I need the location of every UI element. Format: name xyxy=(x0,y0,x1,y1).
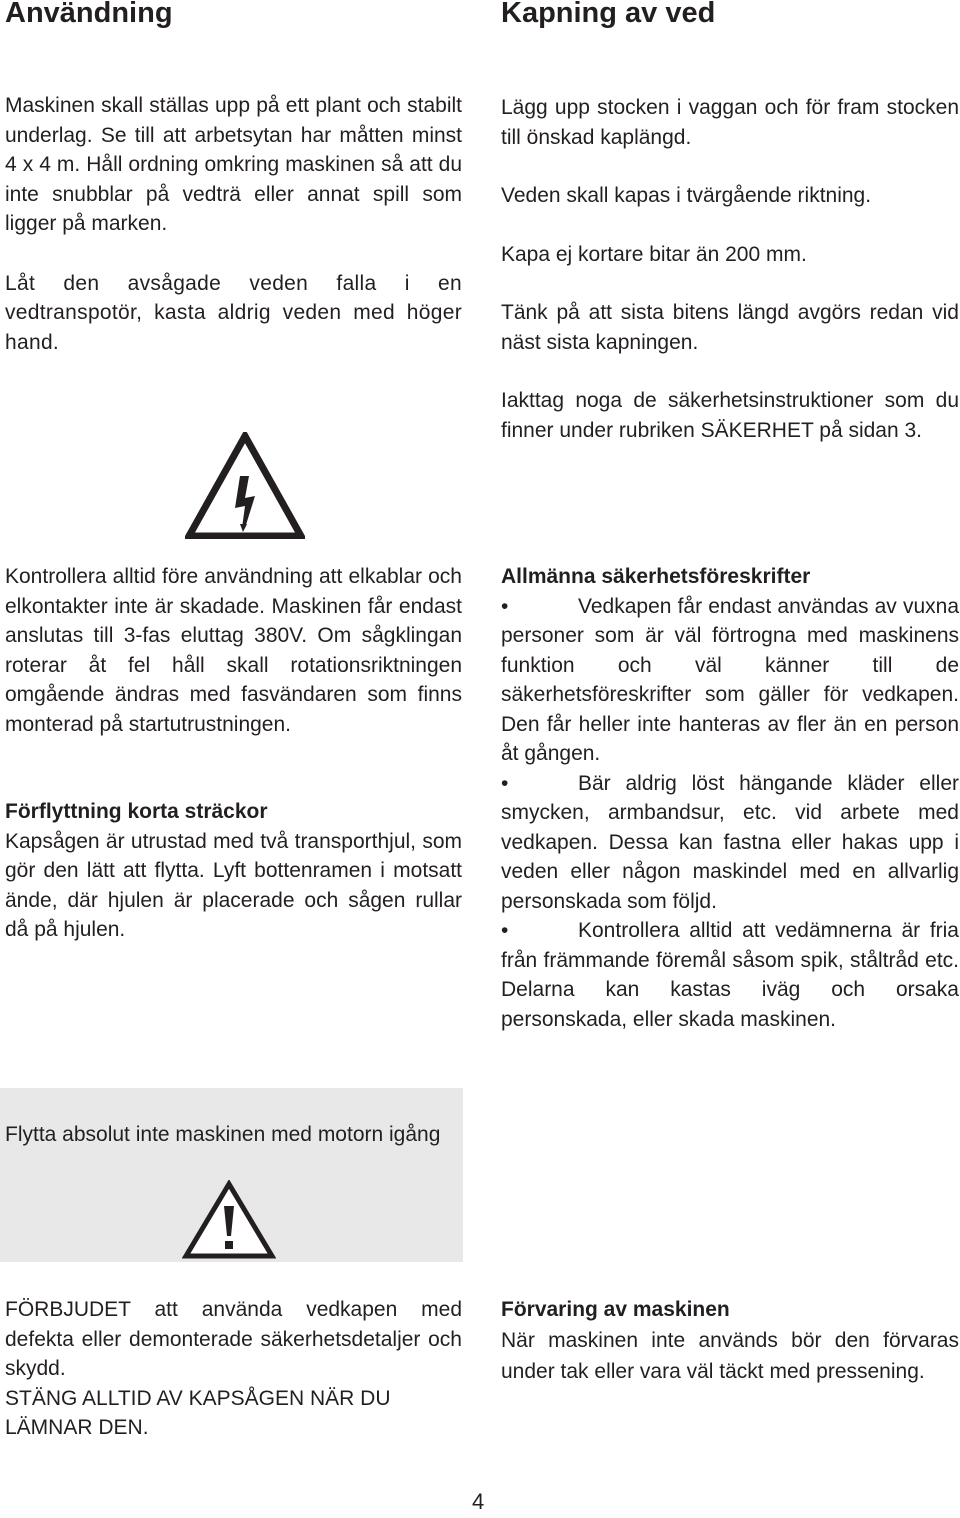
left-column-bottom xyxy=(5,1295,462,1443)
storage-heading: Förvaring av maskinen xyxy=(501,1298,730,1321)
electric-paragraph: Kontrollera alltid före användning att elkablar och elkontakter inte är skadade. Maskinen får endast anslutas till 3-fas eluttag 380V. Om sågklingan roterar åt fel håll skall rotationsriktningen omgående ändras med fasvändaren som finns monterad på startutrustningen. xyxy=(5,565,462,736)
intro-paragraph: Maskinen skall ställas upp på ett plant och stabilt underlag. Se till att arbetsytan har måtten minst 4 x 4 m. Håll ordning omkring maskinen så att du inte snubblar på vedträ eller annat spill som ligger på marken. xyxy=(5,94,462,235)
warning-icon xyxy=(182,1180,276,1260)
safety-heading: Allmänna säkerhetsföreskrifter xyxy=(501,565,811,588)
right-column-bottom xyxy=(501,1295,959,1387)
right-paragraph-4: Tänk på att sista bitens längd avgörs redan vid näst sista kapningen. xyxy=(501,301,959,354)
turn-off-paragraph: STÄNG ALLTID AV KAPSÅGEN NÄR DU LÄMNAR DEN. xyxy=(5,1386,391,1439)
bullet-text: Vedkapen får endast användas av vuxna personer som är väl förtrogna med maskinens funktion och väl känner till de säkerhetsföreskrifter som gäller för vedkapen. Den får heller inte hanteras av fler än en person åt gången. xyxy=(501,594,959,765)
heading-anvandning: Användning xyxy=(5,0,173,29)
warning-box-text: Flytta absolut inte maskinen med motorn igång xyxy=(5,1123,441,1146)
page-number: 4 xyxy=(472,1489,485,1514)
bullet-dot: • xyxy=(501,771,509,795)
warning-box-text-wrap xyxy=(5,1120,462,1150)
bullet-text: Bär aldrig löst hängande kläder eller smycken, armbandsur, etc. vid arbete med vedkapen. Dessa kan fastna eller hakas upp i veden eller någon maskindel med en allvarlig personskada som följd. xyxy=(501,771,959,913)
move-paragraph: Kapsågen är utrustad med två transporthjul, som gör den lätt att flytta. Lyft bottenramen i motsatt ände, där hjulen är placerade och sågen rullar då på hjulen. xyxy=(5,829,462,941)
safety-bullet-1 xyxy=(501,592,959,769)
left-column-top xyxy=(5,91,462,357)
move-heading: Förflyttning korta sträckor xyxy=(5,800,268,823)
right-paragraph-5: Iakttag noga de säkerhetsinstruktioner som du finner under rubriken SÄKERHET på sidan 3. xyxy=(501,389,959,442)
safety-bullet-3 xyxy=(501,916,959,1034)
right-column-top xyxy=(501,93,959,445)
bullet-text: Kontrollera alltid att vedämnerna är fria från främmande föremål såsom spik, ståltråd etc. Delarna kan kastas iväg och orsaka personskada, eller skada maskinen. xyxy=(501,919,959,1031)
left-column-middle xyxy=(5,562,462,945)
right-paragraph-1: Lägg upp stocken i vaggan och för fram stocken till önskad kaplängd. xyxy=(501,96,959,149)
forbidden-paragraph: FÖRBJUDET att använda vedkapen med defekta eller demonterade säkerhetsdetaljer och skydd. xyxy=(5,1298,462,1380)
right-paragraph-2: Veden skall kapas i tvärgående riktning. xyxy=(501,184,872,207)
electric-hazard-icon xyxy=(185,432,305,539)
fall-paragraph: Låt den avsågade veden falla i en vedtranspotör, kasta aldrig veden med höger hand. xyxy=(5,271,462,354)
bullet-dot: • xyxy=(501,594,509,618)
storage-paragraph: När maskinen inte används bör den förvaras under tak eller vara väl täckt med pressening. xyxy=(501,1328,959,1383)
right-column-middle xyxy=(501,562,959,1034)
right-paragraph-3: Kapa ej kortare bitar än 200 mm. xyxy=(501,242,807,266)
heading-kapning: Kapning av ved xyxy=(501,0,716,29)
safety-bullet-2 xyxy=(501,769,959,917)
bullet-dot: • xyxy=(501,919,509,942)
